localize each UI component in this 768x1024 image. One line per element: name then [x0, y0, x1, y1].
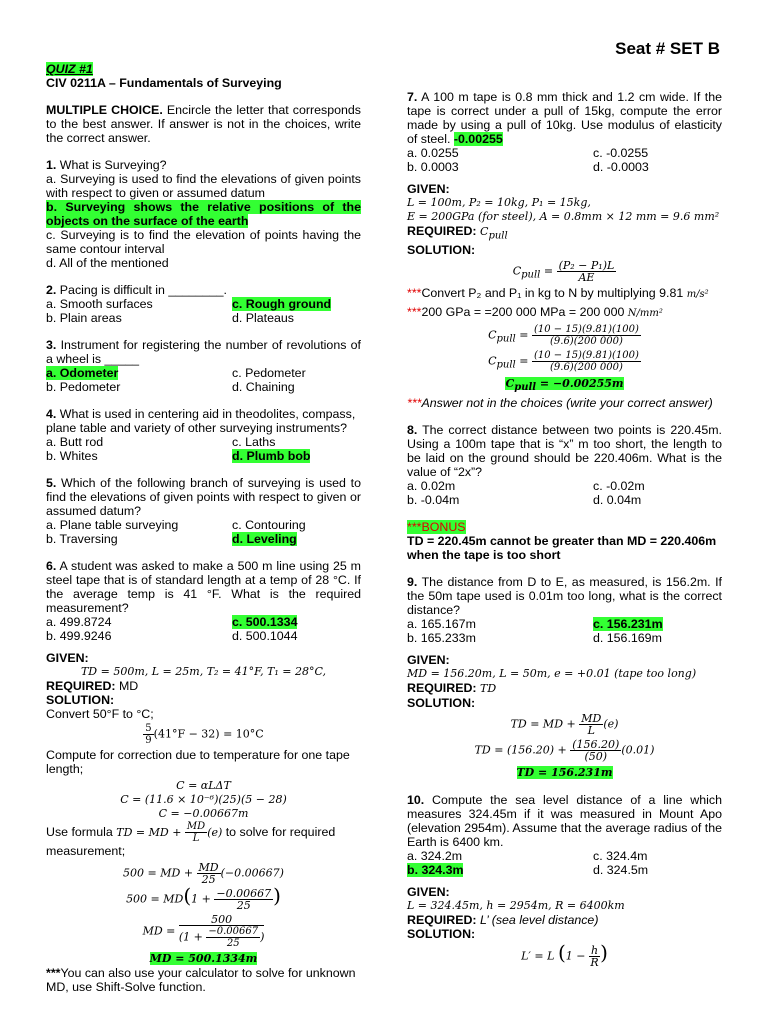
q3-choice-b: b. Pedometer [46, 380, 121, 394]
q6-eq-1: C = αLΔT [176, 779, 231, 792]
question-10: 10. Compute the sea level distance of a line which measures 324.45m if it was measured in Mount Apo (elevation 2954m). Assume that the average radius of the Earth is 6400 km. a. 324.2m c. 324.4m b. 324.3m d. 324.5m GIVEN: L = 324.45m, h = 2954m, R = 6400km REQUIRED: L’ (sea level distance) SOLUTION: L′ = L (1 − $\frac{h}{R}$ ) [407, 792, 722, 969]
q6-step-2: $\frac{5}{9}$ (41°F − 32) = 10°C [145, 723, 264, 746]
q7-choice-a: a. 0.0255 [407, 146, 459, 160]
q3-choice-c: c. Pedometer [232, 366, 306, 380]
q6-step-4: Use formula TD = MD + $\frac{MD}{L}$ (e) to solve for required measurement; [46, 821, 336, 858]
question-2: 2. Pacing is difficult in ________. a. Smooth surfaces c. Rough ground b. Plain areas d. Plateaus [46, 283, 361, 325]
quiz-title: QUIZ #1 [46, 62, 93, 76]
q6-choice-b: b. 499.9246 [46, 629, 112, 643]
q4-choice-a: a. Butt rod [46, 435, 104, 449]
q7-answer: $C_{pull} = -0.00255m$ [505, 377, 624, 394]
q9-eq-1: TD = MD + $\frac{MD}{L}$ (e) [510, 711, 619, 737]
q2-choice-b: b. Plain areas [46, 311, 122, 325]
q5-choice-c: c. Contouring [232, 518, 306, 532]
q6-choice-c: c. 500.1334 [232, 615, 298, 629]
q6-step-3: Compute for correction due to temperature for one tape length; [46, 748, 350, 776]
q10-solution-label: SOLUTION: [407, 926, 476, 941]
question-4: 4. What is used in centering aid in theodolites, compass, plane table and variety of other surveying instruments? a. Butt rod c. Laths b. Whites d. Plumb bob [46, 407, 361, 463]
q1-choice-d: d. All of the mentioned [46, 256, 169, 270]
right-column [407, 90, 722, 972]
q7-inline-answer: -0.00255 [453, 132, 503, 146]
q1-choice-b: b. Surveying shows the relative positions of the objects on the surface of the earth [46, 200, 361, 228]
q1-choice-a: a. Surveying is used to find the elevations of given points with respect to given or assumed datum [46, 172, 361, 200]
q8-bonus-text: TD = 220.45m cannot be greater than MD = 220.406m when the tape is too short [407, 533, 717, 562]
q9-given-label: GIVEN: [407, 652, 450, 667]
q6-eq-2: C = (11.6 × 10⁻⁶)(25)(5 − 28) [120, 793, 287, 806]
q6-choice-d: d. 500.1044 [232, 629, 298, 643]
q6-eq-3: C = −0.00667m [158, 807, 249, 820]
q7-calc-2: $C_{pull}$ = $\frac{(10 - 15)(9.81)(100)}{(9.6)(200 000)}$ [488, 350, 639, 374]
q9-answer: TD = 156.231m [516, 765, 613, 779]
q6-note: ***You can also use your calculator to solve for unknown MD, use Shift-Solve function. [46, 966, 356, 994]
q6-solution-label: SOLUTION: [46, 693, 115, 707]
q6-given: TD = 500m, L = 25m, T₂ = 41°F, T₁ = 28°C, [80, 665, 327, 678]
q9-eq-2: TD = (156.20) + $\frac{(156.20)}{(50)}$ (0.01) [474, 737, 655, 763]
q2-choice-a: a. Smooth surfaces [46, 297, 153, 311]
q7-choice-d: d. -0.0003 [593, 160, 649, 174]
q8-choice-d: d. 0.04m [593, 492, 642, 507]
q8-bonus: ***BONUS [407, 519, 466, 534]
question-9: 9. The distance from D to E, as measured, is 156.2m. If the 50m tape used is 0.01m too long, what is the correct distance? a. 165.167m c. 156.231m b. 165.233m d. 156.169m GIVEN: MD = 156.20m, L = 50m, e = +0.01 (tape too long) REQUIRED: TD SOLUTION: TD = MD + $\frac{MD}{L}$ (e) TD = (156.20) + $\frac{(156.20)}{(50)}$ (0.01) TD = 156.231m [407, 574, 722, 779]
question-1: 1. What is Surveying? a. Surveying is used to find the elevations of given points with respect to given or assumed datum b. Surveying shows the relative positions of the objects on the surface of the earth c. Surveying is to find the elevation of points having the same contour interval d. All of the mentioned [46, 158, 361, 270]
q10-required: REQUIRED: L’ (sea level distance) [407, 912, 599, 927]
q2-choice-d: d. Plateaus [232, 311, 294, 325]
q10-given-label: GIVEN: [407, 884, 450, 899]
q9-choice-c: c. 156.231m [593, 616, 663, 631]
q7-note-2: ***200 GPa = =200 000 MPa = 200 000 N/mm² [407, 305, 663, 320]
question-5: 5. Which of the following branch of surveying is used to find the elevations of given points with respect to given or assumed datum? a. Plane table surveying c. Contouring b. Traversing d. Leveling [46, 476, 361, 546]
q9-solution-label: SOLUTION: [407, 695, 476, 710]
course-title: CIV 0211A – Fundamentals of Surveying [46, 76, 282, 90]
q6-choice-a: a. 499.8724 [46, 615, 112, 629]
q9-choice-a: a. 165.167m [407, 616, 476, 631]
q6-answer: MD = 500.1334m [149, 952, 258, 965]
q7-given-1: L = 100m, P₂ = 10kg, P₁ = 15kg, [407, 196, 591, 209]
q6-eq-6: MD = 500 (1 + $\frac{-0.00667}{25}$ ) [142, 913, 265, 949]
q7-given-label: GIVEN: [407, 182, 450, 196]
q7-note-3: ***Answer not in the choices (write your correct answer) [407, 395, 713, 410]
q8-choice-c: c. -0.02m [593, 478, 645, 493]
q4-choice-b: b. Whites [46, 449, 98, 463]
question-6: 6. A student was asked to make a 500 m line using 25 m steel tape that is of standard length at a temp of 28 °C. If the average temp is 41 °F. What is the required measurement? a. 499.8724 c. 500.1334 b. 499.9246 d. 500.1044 GIVEN: TD = 500m, L = 25m, T₂ = 41°F, T₁ = 28°C, REQUIRED: MD SOLUTION: Convert 50°F to °C; $\frac{5}{9}$ (41°F − 32) = 10°C Compute for correction due to temperature for one tape length; C = αLΔT C = (11.6 × 10⁻⁶)(25)(5 − 28) C = −0.00667m Use formula TD = MD + $\frac{MD}{L}$ (e) to solve for required measurement; 500 = MD + $\frac{MD}{25}$ (−0.00667) 500 = MD(1 + $\frac{-0.00667}{25}$ ) MD = 500 (1 + $\frac{-0.00667}{25}$ ) MD = 500.1334m ***You can also use your calculator to solve for unknown MD, use Shift-Solve function. [46, 559, 361, 994]
q7-choice-b: b. 0.0003 [407, 160, 459, 174]
q6-required: REQUIRED: MD [46, 679, 139, 693]
q7-solution-label: SOLUTION: [407, 243, 476, 258]
q5-choice-d: d. Leveling [232, 532, 297, 546]
instructions: MULTIPLE CHOICE. Encircle the letter that corresponds to the best answer. If answer is not in the choices, write the correct answer. [46, 103, 361, 145]
q7-choice-c: c. -0.0255 [593, 146, 649, 160]
question-3: 3. Instrument for registering the number of revolutions of a wheel is _____ a. Odometer c. Pedometer b. Pedometer d. Chaining [46, 338, 361, 394]
q7-calc-1: $C_{pull}$ = $\frac{(10 - 15)(9.81)(100)}{(9.6)(200 000)}$ [488, 324, 639, 348]
q10-choice-a: a. 324.2m [407, 848, 463, 863]
q8-choice-b: b. -0.04m [407, 492, 460, 507]
q9-choice-d: d. 156.169m [593, 630, 662, 645]
q7-required: REQUIRED: $C_{pull}$ [407, 224, 508, 242]
q5-choice-b: b. Traversing [46, 532, 118, 546]
q10-eq-1: L′ = L (1 − $\frac{h}{R}$ ) [521, 940, 608, 969]
question-8: 8. The correct distance between two points is 220.45m. Using a 100m tape that is “x” m too short, the length to be laid on the ground should be 220.406m. What is the value of “2x”? a. 0.02m c. -0.02m b. -0.04m d. 0.04m ***BONUS TD = 220.45m cannot be greater than MD = 220.406m when the tape is too short [407, 422, 722, 562]
q7-formula: $C_{pull}$ = $\frac{\text{(P₂ − P₁)L}}{AE}$ [512, 259, 615, 285]
q10-choice-c: c. 324.4m [593, 848, 648, 863]
q6-step-1: Convert 50°F to °C; [46, 707, 154, 721]
q9-required: REQUIRED: TD [407, 680, 497, 695]
q7-given-2: E = 200GPa (for steel), A = 0.8mm × 12 mm = 9.6 mm² [407, 210, 720, 223]
q3-choice-d: d. Chaining [232, 380, 295, 394]
q6-given-label: GIVEN: [46, 651, 89, 665]
q4-choice-d: d. Plumb bob [232, 449, 311, 463]
seat-number: Seat # SET B [615, 39, 720, 58]
q10-given: L = 324.45m, h = 2954m, R = 6400km [407, 898, 625, 912]
q5-choice-a: a. Plane table surveying [46, 518, 179, 532]
left-column [46, 62, 361, 994]
q2-choice-c: c. Rough ground [232, 297, 332, 311]
q6-eq-4: 500 = MD + $\frac{MD}{25}$ (−0.00667) [123, 861, 284, 886]
q7-note-1: ***Convert P₂ and P₁ in kg to N by multiplying 9.81 m/s² [407, 286, 709, 301]
q9-given: MD = 156.20m, L = 50m, e = +0.01 (tape too long) [407, 666, 697, 680]
q9-choice-b: b. 165.233m [407, 630, 476, 645]
q10-choice-b: b. 324.3m [407, 862, 464, 877]
q6-eq-5: 500 = MD(1 + $\frac{-0.00667}{25}$ ) [126, 883, 281, 912]
q8-choice-a: a. 0.02m [407, 478, 456, 493]
q10-choice-d: d. 324.5m [593, 862, 649, 877]
q4-choice-c: c. Laths [232, 435, 276, 449]
q1-choice-c: c. Surveying is to find the elevation of points having the same contour interval [46, 228, 361, 256]
q3-choice-a: a. Odometer [46, 366, 119, 380]
question-7: 7. A 100 m tape is 0.8 mm thick and 1.2 cm wide. If the tape is correct under a pull of 15kg, compute the error made by using a pull of 10kg. Use modulus of elasticity of steel. -0.00255 a. 0.0255 c. -0.0255 b. 0.0003 d. -0.0003 GIVEN: L = 100m, P₂ = 10kg, P₁ = 15kg, E = 200GPa (for steel), A = 0.8mm × 12 mm = 9.6 mm² REQUIRED: $C_{pull}$ SOLUTION: $C_{pull}$ = $\frac{\text{(P₂ − P₁)L}}{AE}$ ***Convert P₂ and P₁ in kg to N by multiplying 9.81 m/s² ***200 GPa = =200 000 MPa = 200 000 N/mm² $C_{pull}$ = $\frac{(10 - 15)(9.81)(100)}{(9.6)(200 000)}$ $C_{pull}$ = $\frac{(10 - 15)(9.81)(100)}{(9.6)(200 000)}$ $C_{pull} = -0.00255m$ ***Answer not in the choices (write your correct answer) [407, 90, 722, 410]
